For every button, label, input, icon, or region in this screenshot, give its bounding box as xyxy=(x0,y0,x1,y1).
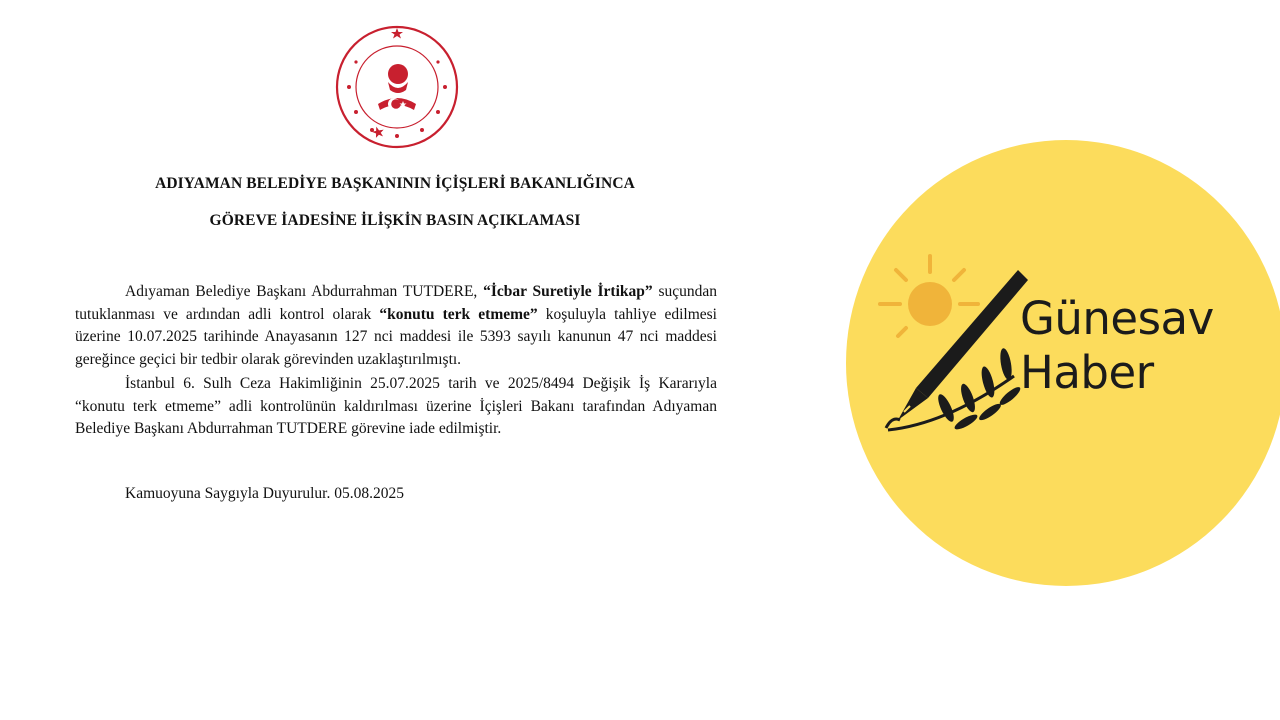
paragraph-2: İstanbul 6. Sulh Ceza Hakimliğinin 25.07.2025 tarih ve 2025/8494 Değişik İş Kararıyla “konutu terk etmeme” adli kontrolünün kaldırılması üzerine İçişleri Bakanı tarafından Adıyaman Belediye Başkanı Abdurrahman TUTDERE görevine iade edilmiştir. xyxy=(75,375,717,437)
paragraph-1-bold1: “İcbar Suretiyle İrtikap” xyxy=(483,283,653,300)
paragraph-1-part1: Adıyaman Belediye Başkanı Abdurrahman TUTDERE, xyxy=(125,283,484,300)
paragraph-1-bold2: “konutu terk etmeme” xyxy=(379,305,538,323)
document-title-line2: GÖREVE İADESİNE İLİŞKİN BASIN AÇIKLAMASI xyxy=(209,212,581,229)
sun-pen-olive-branch-icon xyxy=(876,248,1036,438)
logo-text-line2: Haber xyxy=(1020,346,1154,399)
document-title-line1: ADIYAMAN BELEDİYE BAŞKANININ İÇİŞLERİ BAKANLIĞINCA xyxy=(155,175,635,192)
paragraph-1-part3: koşuluyla tahliye edilmesi üzerine 10.07.2025 tarihinde Anayasanın 127 nci maddesi ile 5393 sayılı kanunun 47 nci maddesi gereğince geçici bir tedbir olarak görevinden uzaklaştırılmıştı. xyxy=(75,305,717,368)
ministry-seal-icon xyxy=(334,24,460,150)
logo-text-line1: Günesav xyxy=(1020,292,1214,345)
paragraph-1-part2: suçundan tutuklanması ve ardından adli kontrol olarak xyxy=(75,283,717,323)
closing-line: Kamuoyuna Saygıyla Duyurulur. 05.08.2025 xyxy=(125,485,404,502)
paragraph-1 xyxy=(75,281,717,371)
